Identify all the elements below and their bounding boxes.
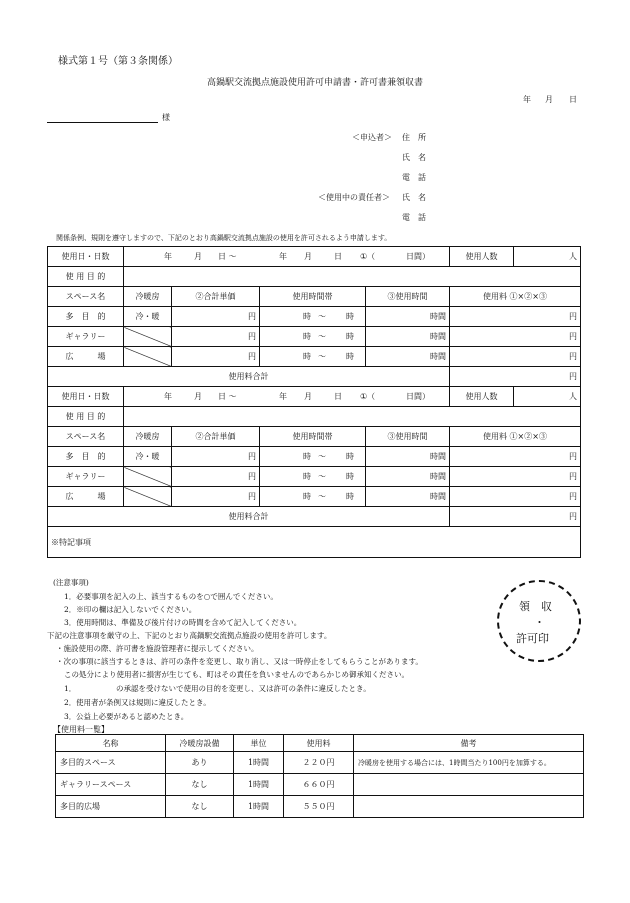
permit-item: ・施設使用の際、許可書を施設管理者に提示してください。 <box>56 644 259 653</box>
condition-text: の承認を受けないで使用の目的を変更し、又は許可の条件に違反したとき。 <box>116 684 371 693</box>
date-range-cell-2[interactable]: 年 月 日 ～ 年 月 日 ①（ 日間） <box>124 387 450 407</box>
permit-item: この処分により使用者に損害が生じても、町はその責任を負いませんのであらかじめ御承知ください。 <box>64 670 409 679</box>
permit-item: ・次の事項に該当するときは、許可の条件を変更し、取り消し、又は一時停止をしてもらうことがあります。 <box>56 657 423 666</box>
table-cell: ５５０円 <box>284 796 354 818</box>
note-item: 2．※印の欄は記入しないでください。 <box>64 605 197 614</box>
table-cell: 1時間 <box>234 752 284 774</box>
table-row <box>48 467 581 487</box>
table-row <box>48 307 581 327</box>
table-cell: 冷暖房を使用する場合には、1時間当たり100円を加算する。 <box>354 752 584 774</box>
table-cell: 冷・暖 <box>124 307 172 327</box>
table-cell: 備考 <box>354 735 584 752</box>
special-notes[interactable]: ※特記事項 <box>48 527 581 558</box>
table-cell: ギャラリー <box>48 467 124 487</box>
table-cell[interactable]: 円 <box>450 347 581 367</box>
table-cell: ６６０円 <box>284 774 354 796</box>
date-label-2: 使用日・日数 <box>48 387 124 407</box>
table-cell <box>124 347 172 367</box>
condition-num: 2． <box>64 698 77 707</box>
table-cell: スペース名 <box>48 427 124 447</box>
table-row <box>48 447 581 467</box>
fee-list-table <box>55 734 584 818</box>
table-cell <box>124 327 172 347</box>
permit-statement: 下記の注意事項を厳守の上、下記のとおり高鍋駅交流拠点施設の使用を許可します。 <box>47 631 332 640</box>
condition-text: 公益上必要があると認めたとき。 <box>76 712 189 721</box>
table-cell: 多 目 的 <box>48 447 124 467</box>
table-cell[interactable]: 円 <box>450 467 581 487</box>
header-timeslot: 使用時間帯 <box>260 287 366 307</box>
table-cell: 広 場 <box>48 487 124 507</box>
table-cell <box>124 487 172 507</box>
date-day: 日 <box>569 95 577 104</box>
table-cell[interactable]: 円 <box>172 447 260 467</box>
responsible-label: ＜使用中の責任者＞ <box>318 193 390 202</box>
table-cell: ２２０円 <box>284 752 354 774</box>
table-cell: 多目的スペース <box>56 752 166 774</box>
table-row <box>48 347 581 367</box>
date-month: 月 <box>545 95 553 104</box>
table-cell: 使用料 <box>284 735 354 752</box>
table-cell: 冷暖房 <box>124 427 172 447</box>
table-cell: 冷暖房設備 <box>166 735 234 752</box>
receipt-stamp: 領 収 ・ 許可印 <box>497 580 581 662</box>
table-row <box>48 327 581 347</box>
responsible-phone-label: 電 話 <box>402 213 426 222</box>
responsible-name-label: 氏 名 <box>402 193 426 202</box>
table-cell: なし <box>166 796 234 818</box>
table-cell <box>354 774 584 796</box>
notes-heading: (注意事項) <box>53 578 89 587</box>
table-cell[interactable]: 時 ～ 時 <box>260 487 366 507</box>
total-label-2: 使用料合計 <box>48 507 450 527</box>
table-cell: ③使用時間 <box>366 427 450 447</box>
table-cell: 広 場 <box>48 347 124 367</box>
table-cell: 名称 <box>56 735 166 752</box>
applicant-label: ＜申込者＞ <box>352 133 392 142</box>
header-fee: 使用料 ①×②×③ <box>450 287 581 307</box>
form-number: 様式第１号（第３条関係） <box>58 56 178 67</box>
table-cell: 1時間 <box>234 796 284 818</box>
total-label: 使用料合計 <box>48 367 450 387</box>
table-cell: ②合計単価 <box>172 427 260 447</box>
page-title: 高鍋駅交流拠点施設使用許可申請書・許可書兼領収書 <box>206 78 423 88</box>
condition-num: 3． <box>64 712 77 721</box>
table-cell[interactable]: 円 <box>450 327 581 347</box>
note-item: 3．使用時間は、準備及び後片付けの時間を含めて記入してください。 <box>64 618 302 627</box>
application-table <box>47 246 581 558</box>
date-range-cell[interactable]: 年 月 日 ～ 年 月 日 ①（ 日間） <box>124 247 450 267</box>
table-cell: ギャラリー <box>48 327 124 347</box>
people-input[interactable]: 人 <box>514 247 581 267</box>
table-row <box>56 752 584 774</box>
table-cell <box>124 467 172 487</box>
table-cell: 使用時間帯 <box>260 427 366 447</box>
table-cell[interactable]: 円 <box>172 487 260 507</box>
addressee-suffix: 様 <box>162 113 170 122</box>
table-cell[interactable]: 時 ～ 時 <box>260 307 366 327</box>
note-item: 1．必要事項を記入の上、該当するものを○で囲んでください。 <box>64 592 278 601</box>
purpose-label-2: 使 用 目 的 <box>48 407 124 427</box>
table-cell[interactable]: 円 <box>172 307 260 327</box>
people-label-2: 使用人数 <box>450 387 514 407</box>
table-cell[interactable]: 円 <box>450 307 581 327</box>
table-cell[interactable]: 円 <box>450 487 581 507</box>
table-cell[interactable]: 時 ～ 時 <box>260 467 366 487</box>
total-input[interactable]: 円 <box>450 367 581 387</box>
table-row <box>56 774 584 796</box>
table-cell[interactable]: 時 ～ 時 <box>260 447 366 467</box>
header-hours: ③使用時間 <box>366 287 450 307</box>
table-cell[interactable]: 時 ～ 時 <box>260 347 366 367</box>
table-cell[interactable]: 円 <box>172 467 260 487</box>
table-cell: 使用料 ①×②×③ <box>450 427 581 447</box>
table-cell[interactable]: 円 <box>172 327 260 347</box>
people-label: 使用人数 <box>450 247 514 267</box>
applicant-address-label: 住 所 <box>402 133 426 142</box>
table-cell[interactable]: 時間 <box>366 487 450 507</box>
table-cell: 1時間 <box>234 774 284 796</box>
table-row <box>56 796 584 818</box>
table-row <box>48 487 581 507</box>
declaration: 関係条例、規則を遵守しますので、下記のとおり高鍋駅交流拠点施設の使用を許可されるよう申請します。 <box>56 234 392 242</box>
header-space: スペース名 <box>48 287 124 307</box>
purpose-label: 使 用 目 的 <box>48 267 124 287</box>
condition-num: 1． <box>64 684 77 693</box>
table-cell[interactable]: 時間 <box>366 467 450 487</box>
fee-list-heading: 【使用料一覧】 <box>53 725 109 734</box>
table-cell[interactable]: 円 <box>450 447 581 467</box>
table-cell[interactable]: 時間 <box>366 447 450 467</box>
condition-text: 使用者が条例又は規則に違反したとき。 <box>76 698 211 707</box>
date-year: 年 <box>523 95 531 104</box>
table-cell: なし <box>166 774 234 796</box>
applicant-phone-label: 電 話 <box>402 173 426 182</box>
table-cell: 多目的広場 <box>56 796 166 818</box>
table-cell[interactable]: 時間 <box>366 347 450 367</box>
purpose-input-2[interactable] <box>124 407 581 427</box>
date-label: 使用日・日数 <box>48 247 124 267</box>
table-cell: あり <box>166 752 234 774</box>
table-cell: 冷・暖 <box>124 447 172 467</box>
table-cell[interactable]: 時間 <box>366 327 450 347</box>
applicant-name-label: 氏 名 <box>402 153 426 162</box>
header-rate: ②合計単価 <box>172 287 260 307</box>
table-cell: 単位 <box>234 735 284 752</box>
table-cell[interactable]: 時 ～ 時 <box>260 327 366 347</box>
table-cell[interactable]: 円 <box>172 347 260 367</box>
people-input-2[interactable]: 人 <box>514 387 581 407</box>
table-cell[interactable]: 時間 <box>366 307 450 327</box>
purpose-input[interactable] <box>124 267 581 287</box>
addressee-line[interactable] <box>47 122 158 123</box>
table-cell: ギャラリースペース <box>56 774 166 796</box>
header-ac: 冷暖房 <box>124 287 172 307</box>
table-cell: 多 目 的 <box>48 307 124 327</box>
total-input-2[interactable]: 円 <box>450 507 581 527</box>
table-cell <box>354 796 584 818</box>
